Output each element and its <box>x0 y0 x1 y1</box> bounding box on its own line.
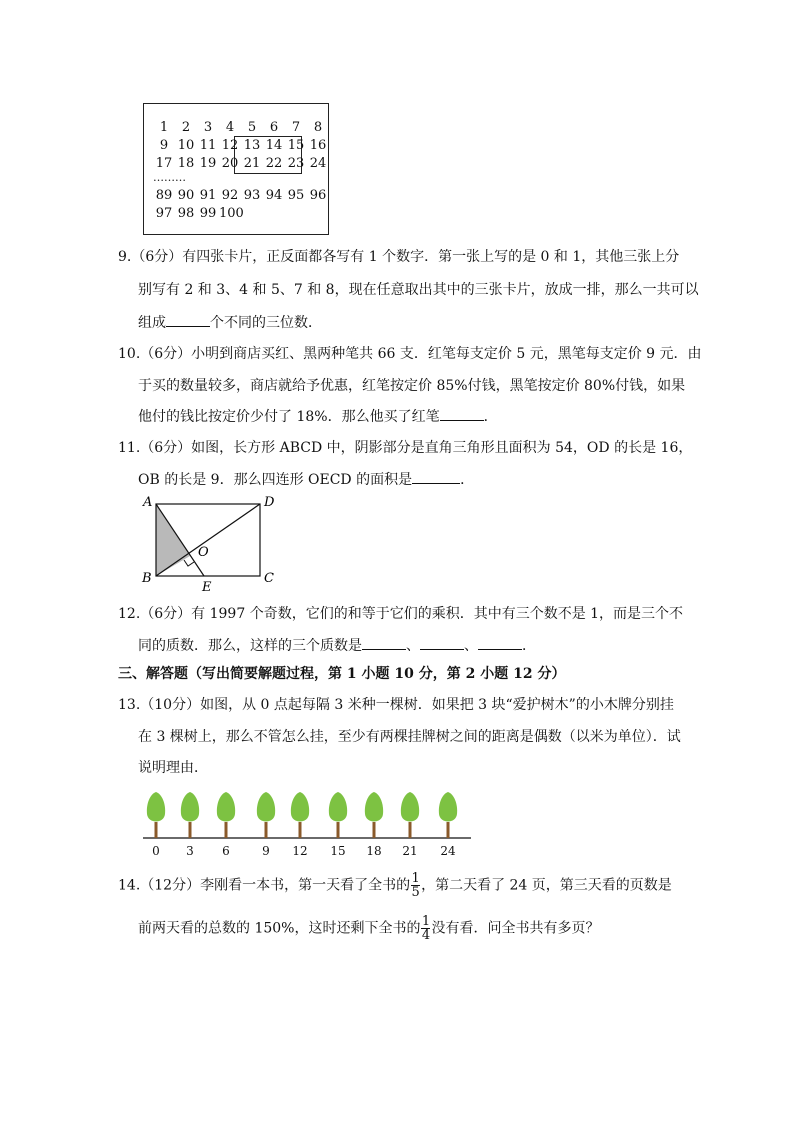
grid-cell: 13 <box>243 138 261 153</box>
label-c: C <box>264 571 274 586</box>
grid-cell: 18 <box>177 156 195 171</box>
q11-line2-end: ． <box>460 472 475 488</box>
grid-cell: 11 <box>199 138 217 153</box>
q10-line2: 于买的数量较多，商店就给予优惠，红笔按定价 85%付钱，黑笔按定价 80%付钱，如果 <box>138 378 686 394</box>
q13-line1: 13.（10分）如图，从 0 点起每隔 3 米种一棵树．如果把 3 块“爱护树木”的小木牌分别挂 <box>118 697 674 713</box>
q12-answer-blank-2[interactable] <box>420 635 464 650</box>
q14-line2 <box>138 915 599 942</box>
shaded-triangle <box>156 504 190 576</box>
q12-answer-blank-1[interactable] <box>362 635 406 650</box>
q10-line3-end: ． <box>483 409 498 425</box>
q12-line2 <box>138 635 536 656</box>
grid-cell: 20 <box>221 156 239 171</box>
q11-rectangle-figure <box>138 492 288 592</box>
q9-line3 <box>138 312 322 333</box>
grid-cell: 10 <box>177 138 195 153</box>
tree-icon <box>147 792 165 838</box>
tree-distance-labels <box>138 844 478 862</box>
q11-line2-start: OB 的长是 9．那么四连形 OECD 的面积是 <box>138 472 413 488</box>
grid-cell: 5 <box>247 120 257 135</box>
grid-cell: 99 <box>199 206 217 221</box>
grid-cell: 2 <box>181 120 191 135</box>
grid-row-2 <box>153 138 329 154</box>
q12-line2-start: 同的质数．那么，这样的三个质数是 <box>138 638 362 654</box>
tree-icon <box>257 792 275 838</box>
q11-line1: 11.（6分）如图，长方形 ABCD 中，阴影部分是直角三角形且面积为 54，OD 的长是 16， <box>118 440 693 456</box>
q14-fraction-1 <box>411 872 420 899</box>
tree-distance-label: 0 <box>152 844 160 858</box>
tree-icon <box>291 792 309 838</box>
tree-icon <box>329 792 347 838</box>
label-o: O <box>198 545 209 560</box>
grid-cell: 6 <box>269 120 279 135</box>
section3-title: 三、解答题（写出简要解题过程，第 1 小题 10 分，第 2 小题 12 分） <box>118 666 566 682</box>
q14-line1 <box>118 872 672 899</box>
q9-answer-blank[interactable] <box>166 312 210 327</box>
q10-line3-start: 他付的钱比按定价少付了 18%．那么他买了红笔 <box>138 409 440 425</box>
q11-line2 <box>138 469 474 490</box>
q14-line2-start: 前两天看的总数的 150%，这时还剩下全书的 <box>138 920 421 937</box>
q12-sep1: 、 <box>406 638 420 654</box>
grid-cell: 92 <box>221 188 239 203</box>
grid-row-ellipsis <box>153 170 186 186</box>
grid-cell: 94 <box>265 188 283 203</box>
right-angle-mark <box>184 560 194 566</box>
q13-line3: 说明理由． <box>138 760 208 776</box>
q11-answer-blank[interactable] <box>412 469 460 484</box>
grid-cell: 100 <box>219 206 244 221</box>
grid-cell: 19 <box>199 156 217 171</box>
q9-line3-end: 个不同的三位数． <box>210 315 322 331</box>
grid-row-4 <box>153 188 329 204</box>
q9-line3-start: 组成 <box>138 315 166 331</box>
q12-line1: 12.（6分）有 1997 个奇数，它们的和等于它们的乘积．其中有三个数不是 1，而是三个不 <box>118 606 684 622</box>
grid-cell: 95 <box>287 188 305 203</box>
tree-icon <box>365 792 383 838</box>
grid-cell: 7 <box>291 120 301 135</box>
tree-row-figure <box>138 788 478 844</box>
grid-cell: 97 <box>155 206 173 221</box>
grid-cell: 89 <box>155 188 173 203</box>
fraction-2-numerator: 1 <box>421 914 431 929</box>
tree-distance-label: 3 <box>186 844 194 858</box>
number-grid <box>143 103 329 235</box>
label-e: E <box>202 580 212 592</box>
tree-icon <box>401 792 419 838</box>
tree-distance-label: 15 <box>330 844 346 858</box>
label-b: B <box>142 571 152 586</box>
q14-line2-end: 没有看．问全书共有多页？ <box>431 920 600 937</box>
grid-cell: ……… <box>153 171 186 184</box>
q14-line1-start: 14.（12分）李刚看一本书，第一天看了全书的 <box>118 877 411 894</box>
q9-line1: 9.（6分）有四张卡片，正反面都各写有 1 个数字．第一张上写的是 0 和 1，其他三张上分 <box>118 249 680 265</box>
grid-cell: 15 <box>287 138 305 153</box>
q14-line1-end: ，第二天看了 24 页，第三天看的页数是 <box>421 877 672 894</box>
grid-row-5 <box>153 206 244 222</box>
tree-distance-label: 6 <box>222 844 230 858</box>
grid-cell: 4 <box>225 120 235 135</box>
q12-end: ． <box>522 638 536 654</box>
label-d: D <box>264 495 275 510</box>
grid-row-1 <box>153 120 329 136</box>
q10-line3 <box>138 406 498 427</box>
grid-cell: 98 <box>177 206 195 221</box>
grid-cell: 96 <box>309 188 327 203</box>
grid-cell: 21 <box>243 156 261 171</box>
grid-cell: 24 <box>309 156 327 171</box>
fraction-1-numerator: 1 <box>411 871 420 886</box>
grid-cell: 23 <box>287 156 305 171</box>
grid-cell: 22 <box>265 156 283 171</box>
grid-cell: 91 <box>199 188 217 203</box>
tree-icon <box>439 792 457 838</box>
grid-cell: 90 <box>177 188 195 203</box>
tree-distance-label: 18 <box>366 844 382 858</box>
grid-cell: 93 <box>243 188 261 203</box>
q12-answer-blank-3[interactable] <box>478 635 522 650</box>
tree-icon <box>181 792 199 838</box>
grid-cell: 17 <box>155 156 173 171</box>
grid-cell: 8 <box>313 120 323 135</box>
grid-cell: 9 <box>159 138 169 153</box>
grid-cell: 16 <box>309 138 327 153</box>
grid-cell: 1 <box>159 120 169 135</box>
q13-line2: 在 3 棵树上，那么不管怎么挂，至少有两棵挂牌树之间的距离是偶数（以米为单位）．试 <box>138 729 681 745</box>
tree-distance-label: 9 <box>262 844 270 858</box>
label-a: A <box>143 495 153 510</box>
tree-distance-label: 21 <box>402 844 418 858</box>
fraction-1-denominator: 5 <box>411 885 420 900</box>
grid-cell: 3 <box>203 120 213 135</box>
tree-icon <box>217 792 235 838</box>
q10-answer-blank[interactable] <box>440 406 484 421</box>
q10-line1: 10.（6分）小明到商店买红、黑两种笔共 66 支．红笔每支定价 5 元，黑笔每支定价 9 元．由 <box>118 346 702 362</box>
q9-line2: 别写有 2 和 3、4 和 5、7 和 8，现在任意取出其中的三张卡片，放成一排，那么一共可以 <box>138 282 699 298</box>
q14-fraction-2 <box>421 915 430 942</box>
tree-distance-label: 24 <box>440 844 456 858</box>
tree-distance-label: 12 <box>292 844 308 858</box>
q12-sep2: 、 <box>464 638 478 654</box>
fraction-2-denominator: 4 <box>421 928 431 943</box>
grid-cell: 12 <box>221 138 239 153</box>
grid-cell: 14 <box>265 138 283 153</box>
